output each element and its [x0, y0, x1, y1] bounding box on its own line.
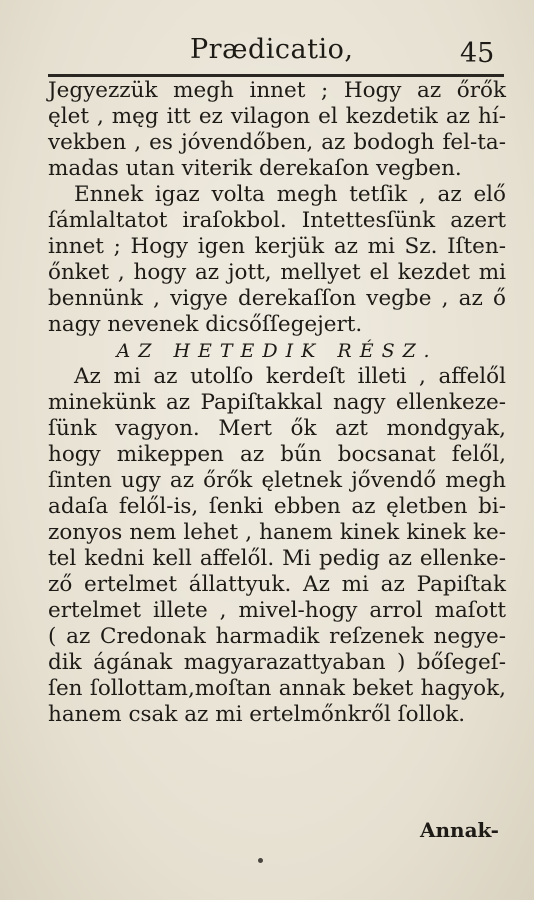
text-line: ſinten ugy az őrők ęletnek jővendő megh [48, 468, 506, 493]
header-rule [48, 74, 504, 77]
page-number: 45 [460, 38, 495, 69]
text-line: hogy mikeppen az bűn bocsanat felől, [48, 442, 506, 467]
text-line: zonyos nem lehet , hanem kinek kinek ke- [48, 520, 506, 545]
text-line: tel kedni kell affelől. Mi pedig az ellenke- [48, 546, 506, 571]
text-line: ſámlaltatot iraſokbol. Intettesſünk azert [48, 208, 506, 233]
text-line: ző ertelmet állattyuk. Az mi az Papiſtak [48, 572, 506, 597]
text-line: vekben , es jóvendőben, az bodogh fel-ta- [48, 130, 506, 155]
body-text [48, 78, 506, 728]
text-line: Az mi az utolſo kerdeſt illeti , affelől [74, 364, 506, 389]
catchword: Annak- [420, 818, 499, 842]
running-title: Prædicatio, [190, 34, 354, 65]
text-line: bennünk , vigye derekaſſon vegbe , az ő [48, 286, 506, 311]
text-line: minekünk az Papiſtakkal nagy ellenkeze- [48, 390, 506, 415]
page-header [0, 32, 534, 72]
text-line: hanem csak az mi ertelmőnkről ſollok. [48, 702, 466, 727]
section-heading: AZ HETEDIK RÉSZ. [116, 340, 438, 362]
text-line: ſen ſollottam,moſtan annak beket hagyok, [48, 676, 506, 701]
text-line: nagy nevenek dicsőſſegejert. [48, 312, 363, 337]
text-line: adaſa felől-is, ſenki ebben az ęletben bi- [48, 494, 506, 519]
text-line: ſünk vagyon. Mert ők azt mondgyak, [48, 416, 506, 441]
text-line: ( az Credonak harmadik reſzenek negye- [48, 624, 506, 649]
text-line: ertelmet illete , mivel-hogy arrol maſott [48, 598, 506, 623]
text-line: ęlet , męg itt ez vilagon el kezdetik az hí- [48, 104, 506, 129]
text-line: madas utan viterik derekaſon vegben. [48, 156, 462, 181]
ink-dot [258, 858, 263, 863]
text-line: őnket , hogy az jott, mellyet el kezdet mi [48, 260, 506, 285]
text-line: Jegyezzük megh innet ; Hogy az őrők [48, 78, 506, 103]
text-line: innet ; Hogy igen kerjük az mi Sz. Iſten- [48, 234, 506, 259]
text-line: Ennek igaz volta megh tetſik , az elő [74, 182, 506, 207]
text-line: dik ágának magyarazattyaban ) bőſegeſ- [48, 650, 506, 675]
